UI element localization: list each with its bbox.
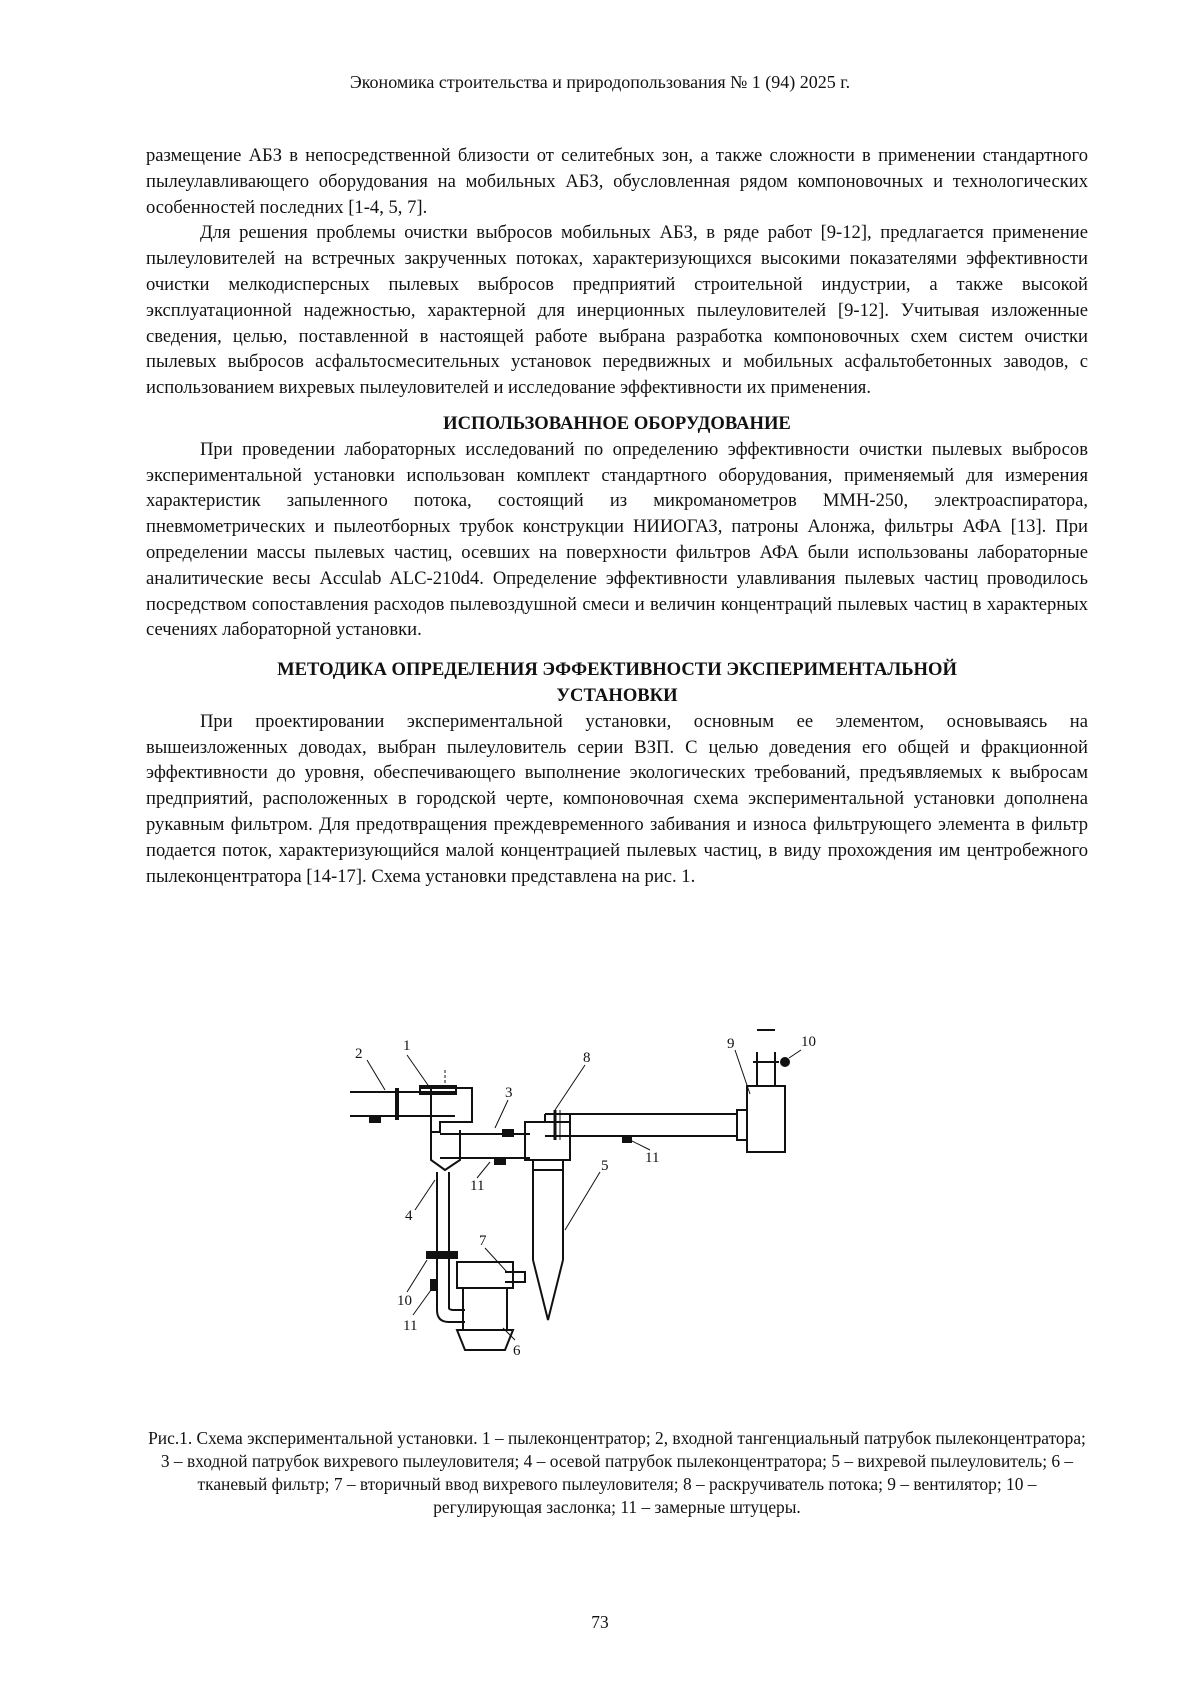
label-11-mid: 11 (470, 1178, 485, 1194)
label-6: 6 (513, 1343, 521, 1359)
label-4: 4 (405, 1208, 413, 1224)
inlet-pipe (350, 1092, 455, 1116)
label-10-bottom: 10 (397, 1293, 412, 1309)
article-body (146, 143, 1088, 889)
fan (737, 1110, 747, 1140)
label-10-top: 10 (801, 1034, 816, 1050)
figure-caption: Рис.1. Схема экспериментальной установки. 1 – пылеконцентратор; 2, входной тангенциальный патрубок пылеконцентратора; 3 – входной патрубок вихревого пылеуловителя; 4 – осевой патрубок пылеконцентратора; 5 – вихревой пылеуловитель; 6 – тканевый фильтр; 7 – вторичный ввод вихревого пылеуловителя; 8 – раскручиватель потока; 9 – вентилятор; 10 – регулирующая заслонка; 11 – замерные штуцеры. (148, 1428, 1086, 1517)
section-heading: МЕТОДИКА ОПРЕДЕЛЕНИЯ ЭФФЕКТИВНОСТИ ЭКСПЕРИМЕНТАЛЬНОЙ УСТАНОВКИ (277, 659, 957, 706)
page-number: 73 (591, 1612, 609, 1632)
inlet-pipe-vortex (440, 1134, 530, 1158)
label-11-bottom: 11 (403, 1318, 418, 1334)
label-5: 5 (601, 1158, 609, 1174)
label-2: 2 (355, 1046, 363, 1062)
flow-unswirler (545, 1114, 737, 1136)
label-1: 1 (403, 1038, 411, 1054)
label-7: 7 (479, 1233, 487, 1249)
vortex-separator (525, 1122, 570, 1160)
paragraph: При проведении лабораторных исследований по определению эффективности очистки пылевых выбросов экспериментальной установки использован комплект стандартного оборудования, применяемый для измерения характеристик запыленного потока, состоящий из микроманометров ММН-250, электроаспиратора, пневмометрических и пылеотборных трубок конструкции НИИОГАЗ, патроны Алонжа, фильтры АФА [13]. При определении массы пылевых частиц, осевших на поверхности фильтров АФА были использованы лабораторные аналитические весы Acculab ALC-210d4. Определение эффективности улавливания пылевых частиц проводилось посредством сопоставления расходов пылевоздушной смеси и величин концентраций пылевых частиц в характерных сечениях лабораторной установки. (146, 438, 1088, 641)
paragraph: При проектировании экспериментальной установки, основным ее элементом, основываясь на вышеизложенных доводах, выбран пылеуловитель серии ВЗП. С целью доведения его общей и фракционной эффективности до уровня, обеспечивающего выполнение экологических требований, предъявляемых к выбросам предприятий, расположенных в городской черте, компоновочная схема экспериментальной установки дополнена рукавным фильтром. Для предотвращения преждевременного забивания и износа фильтрующего элемента в фильтр подается поток, характеризующийся малой концентрацией пылевых частиц, в виду прохождения им центробежного пылеконцентратора [14-17]. Схема установки представлена на рис. 1. (146, 710, 1088, 887)
fabric-filter (457, 1262, 513, 1288)
paragraph: размещение АБЗ в непосредственной близости от селитебных зон, а также сложности в применении стандартного пылеулавливающего оборудования на мобильных АБЗ, обусловленная рядом компоновочных и технологических особенностей последних [1-4, 5, 7]. (146, 145, 1088, 218)
label-9: 9 (727, 1036, 735, 1052)
axial-pipe (437, 1172, 465, 1322)
label-11-right: 11 (645, 1150, 660, 1166)
paragraph: Для решения проблемы очистки выбросов мобильных АБЗ, в ряде работ [9-12], предлагается применение пылеуловителей на встречных закрученных потоках, характеризующихся высокими показателями эффективности очистки мелкодисперсных пылевых выбросов предприятий строительной индустрии, а также высокой эксплуатационной надежностью, характерной для инерционных пылеуловителей [9-12]. Учитывая изложенные сведения, целью, поставленной в настоящей работе выбрана разработка компоновочных схем систем очистки пылевых выбросов асфальтосмесительных установок передвижных и мобильных асфальтобетонных заводов, с использованием вихревых пылеуловителей и исследование эффективности их применения. (146, 222, 1088, 399)
journal-header: Экономика строительства и природопользования № 1 (94) 2025 г. (349, 72, 851, 92)
label-3: 3 (505, 1085, 513, 1101)
diagram-svg (345, 1010, 865, 1410)
installation-diagram (345, 1010, 865, 1410)
section-heading: ИСПОЛЬЗОВАННОЕ ОБОРУДОВАНИЕ (443, 412, 791, 434)
label-8: 8 (583, 1050, 591, 1066)
